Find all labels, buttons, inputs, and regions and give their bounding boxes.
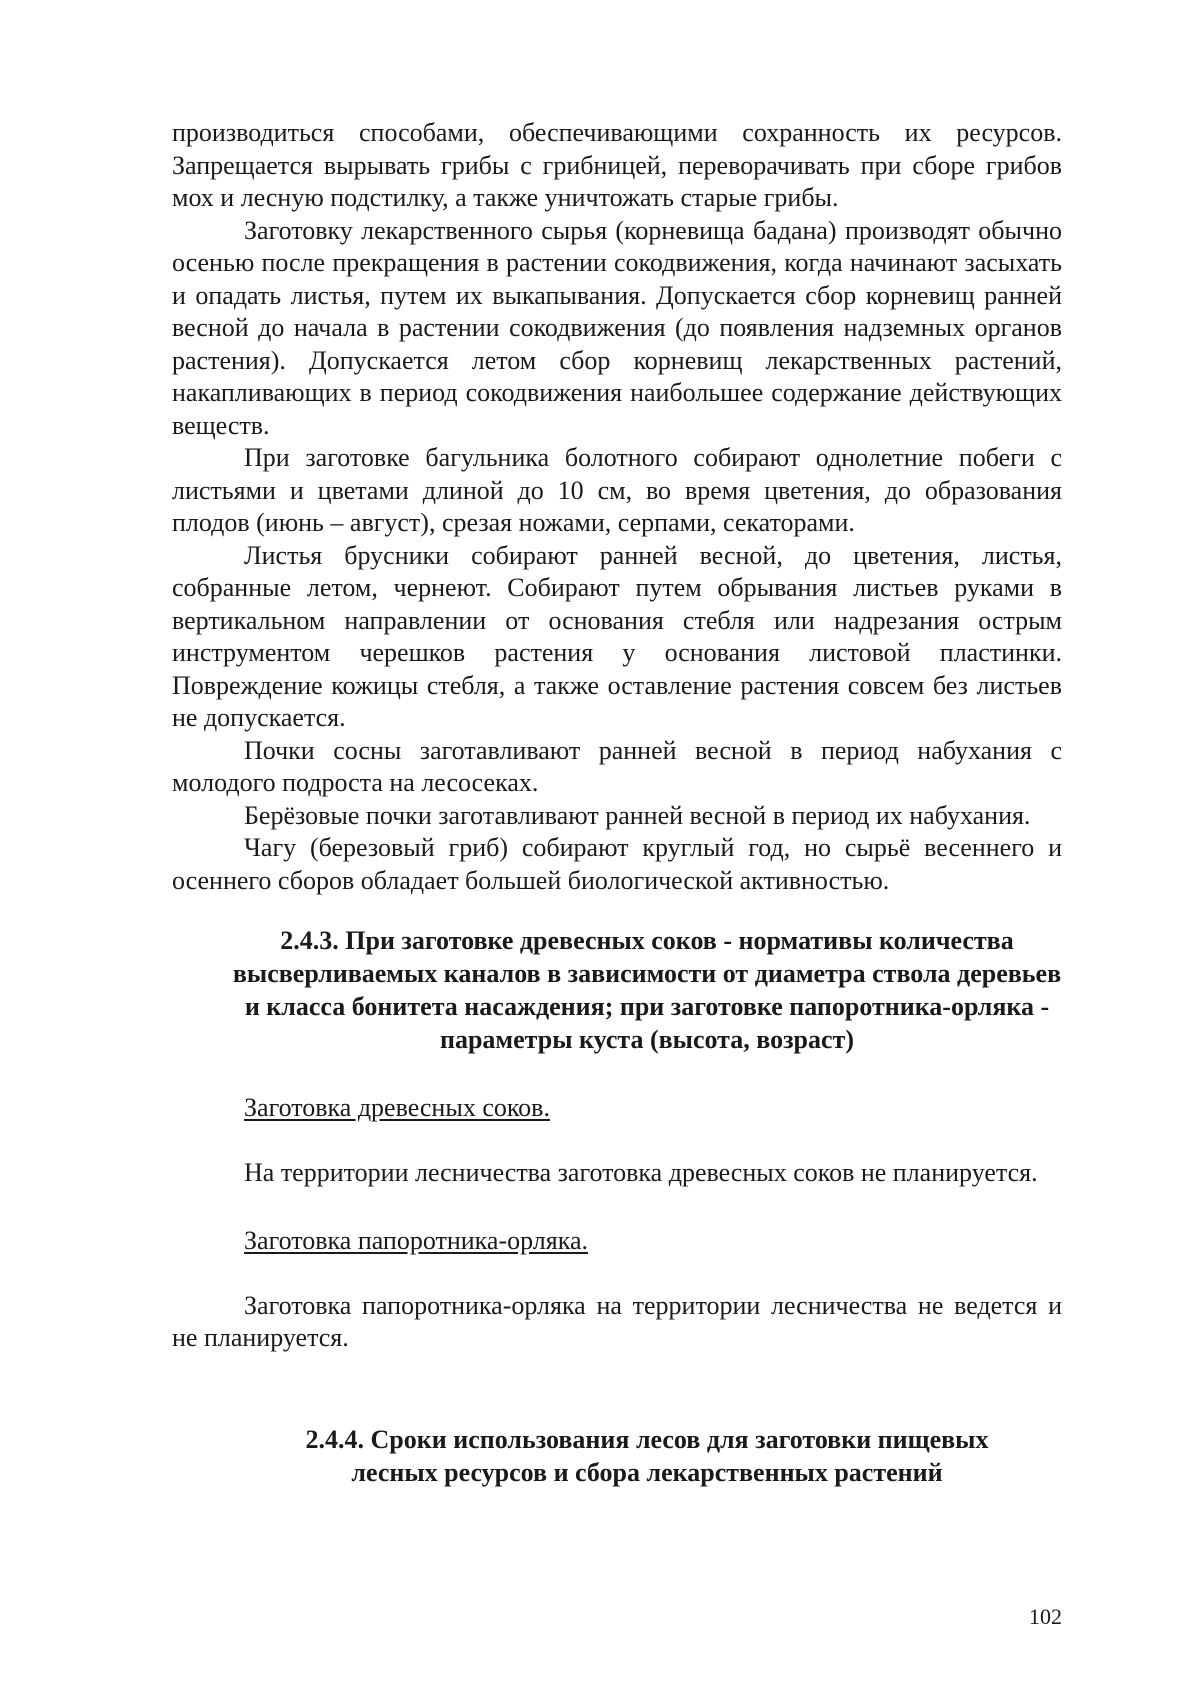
section-heading-2-4-3: 2.4.3. При заготовке древесных соков - нормативы количества высверливаемых каналов в зависимости от диаметра ствола деревьев и класса бонитета насаждения; при заготовке папоротника-орляка - параметры куста (высота, возраст)	[232, 926, 1062, 1054]
paragraph-chaga: Чагу (березовый гриб) собирают круглый год, но сырьё весеннего и осеннего сборов обладает большей биологической активностью.	[172, 833, 1062, 895]
paragraph-badan: Заготовку лекарственного сырья (корневища бадана) производят обычно осенью после прекращения в растении сокодвижения, когда начинают засыхать и опадать листья, путем их выкапывания. Допускается сбор корневищ ранней весной до начала в растении сокодвижения (до появления надземных органов растения). Допускается летом сбор корневищ лекарственных растений, накапливающих в период сокодвижения наибольшее содержание действующих веществ.	[172, 215, 1062, 440]
paragraph-mushrooms: производиться способами, обеспечивающими сохранность их ресурсов. Запрещается вырывать грибы с грибницей, переворачивать при сборе грибов мох и лесную подстилку, а также уничтожать старые грибы.	[172, 118, 1062, 212]
subheading-bracken: Заготовка папоротника-орляка.	[244, 1226, 588, 1255]
paragraph-bagulnik: При заготовке багульника болотного собирают однолетние побеги с листьями и цветами длиной до 10 см, во время цветения, до образования плодов (июнь – август), срезая ножами, серпами, секаторами.	[172, 443, 1062, 537]
document-page	[172, 117, 1062, 1489]
paragraph-brusnika: Листья брусники собирают ранней весной, до цветения, листья, собранные летом, чернеют. Собирают путем обрывания листьев руками в вертикальном направлении от основания стебля или надрезания острым инструментом черешков растения у основания листовой пластинки. Повреждение кожицы стебля, а также оставление растения совсем без листьев не допускается.	[172, 540, 1062, 732]
paragraph-pine-buds: Почки сосны заготавливают ранней весной в период набухания с молодого подроста на лесосеках.	[172, 735, 1062, 797]
paragraph-tree-sap: На территории лесничества заготовка древесных соков не планируется.	[244, 1157, 1038, 1187]
section-heading-2-4-4: 2.4.4. Сроки использования лесов для заготовки пищевых лесных ресурсов и сбора лекарственных растений	[305, 1424, 989, 1487]
paragraph-birch-buds: Берёзовые почки заготавливают ранней весной в период их набухания.	[244, 800, 1031, 830]
paragraph-bracken: Заготовка папоротника-орляка на территории лесничества не ведется и не планируется.	[172, 1290, 1062, 1352]
subheading-tree-sap: Заготовка древесных соков.	[244, 1093, 550, 1122]
page-number: 102	[1029, 1604, 1062, 1629]
